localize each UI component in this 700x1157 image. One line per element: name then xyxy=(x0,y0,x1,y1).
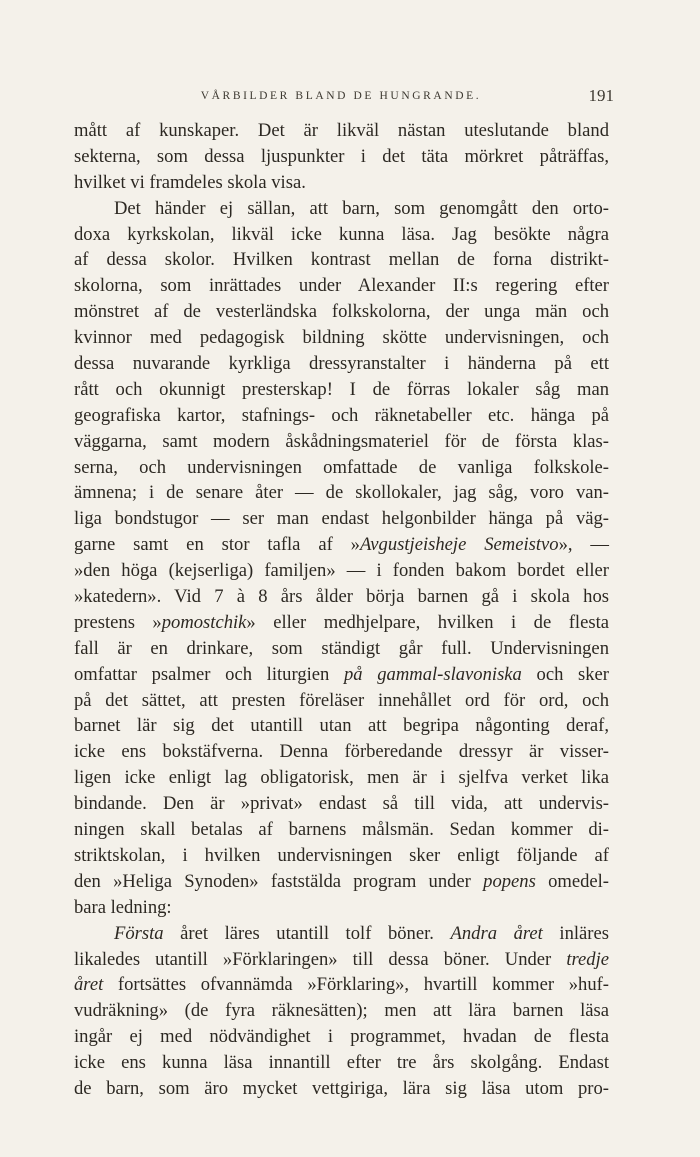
text-line xyxy=(74,558,609,584)
italic-term: Första xyxy=(114,922,164,944)
running-head xyxy=(74,86,614,110)
text-span: sekterna, som dessa ljuspunkter i det täta mörkret påträffas, xyxy=(74,145,609,167)
text-span: fall är en drinkare, som ständigt går full. Undervisningen xyxy=(74,637,609,659)
text-span: Det händer ej sällan, att barn, som genomgått den orto- xyxy=(114,197,609,219)
text-line xyxy=(74,377,609,403)
text-span: geografiska kartor, stafnings- och räknetabeller etc. hänga på xyxy=(74,404,609,426)
text-line xyxy=(74,247,609,273)
text-line xyxy=(74,713,609,739)
text-span: ämnena; i de senare åter — de skollokaler, jag såg, voro van- xyxy=(74,482,609,504)
text-span: året läres utantill tolf böner. xyxy=(163,922,451,944)
text-span: prestens » xyxy=(74,611,162,633)
text-span: icke ens kunna läsa innantill efter tre års skolgång. Endast xyxy=(74,1052,609,1074)
text-span: dessa nuvarande kyrkliga dressyranstalter i händerna på ett xyxy=(74,353,609,375)
italic-term: popens xyxy=(483,870,536,892)
text-span: på det sättet, att presten föreläser innehållet ord för ord, och xyxy=(74,689,609,711)
text-line xyxy=(74,688,609,714)
text-span: likaledes utantill »Förklaringen» till dessa böner. Under xyxy=(74,948,567,970)
text-span: mått af kunskaper. Det är likväl nästan uteslutande bland xyxy=(74,120,609,141)
text-line xyxy=(74,972,609,998)
text-span: hvilket vi framdeles skola visa. xyxy=(74,171,306,193)
italic-term: tredje xyxy=(566,948,609,970)
text-line xyxy=(74,429,609,455)
text-line xyxy=(74,351,609,377)
text-span: den »Heliga Synoden» faststälda program under xyxy=(74,870,484,892)
text-line xyxy=(74,403,609,429)
text-span: doxa kyrkskolan, likväl icke kunna läsa. Jag besökte några xyxy=(74,223,609,245)
text-line xyxy=(74,532,609,558)
page-number: 191 xyxy=(588,86,614,105)
italic-term: året xyxy=(74,974,104,996)
text-line xyxy=(74,1076,609,1102)
text-span: vudräkning» (de fyra räknesätten); men att lära barnen läsa xyxy=(74,1000,609,1022)
text-span: ningen skall betalas af barnens målsmän. Sedan kommer di- xyxy=(74,819,609,841)
text-line xyxy=(74,144,609,170)
text-span: ligen icke enligt lag obligatorisk, men är i sjelfva verket lika xyxy=(74,767,609,789)
text-line xyxy=(74,662,609,688)
text-line xyxy=(74,1050,609,1076)
body-text xyxy=(74,118,609,1102)
text-span: omfattar psalmer och liturgien xyxy=(74,663,344,685)
text-span: omedel- xyxy=(535,870,609,892)
text-line xyxy=(74,273,609,299)
text-span: ingår ej med nödvändighet i programmet, hvadan de flesta xyxy=(74,1026,609,1048)
text-line xyxy=(74,325,609,351)
text-span: rått och okunnigt presterskap! I de förras lokaler såg man xyxy=(74,378,609,400)
text-line xyxy=(74,455,609,481)
text-span: » eller medhjelpare, hvilken i de flesta xyxy=(246,611,609,633)
text-line xyxy=(74,506,609,532)
text-span: garne samt en stor tafla af » xyxy=(74,534,360,556)
text-span: striktskolan, i hvilken undervisningen sker enligt följande af xyxy=(74,844,609,866)
text-line xyxy=(74,222,609,248)
text-span: serna, och undervisningen omfattade de vanliga folkskole- xyxy=(74,456,609,478)
text-span: skolorna, som inrättades under Alexander II:s regering efter xyxy=(74,275,609,297)
text-line xyxy=(74,170,609,196)
text-line xyxy=(74,791,609,817)
text-line xyxy=(74,299,609,325)
text-span: »katedern». Vid 7 à 8 års ålder börja barnen gå i skola hos xyxy=(74,586,609,608)
text-span: väggarna, samt modern åskådningsmateriel för de första klas- xyxy=(74,430,609,452)
text-span: fortsättes ofvannämda »Förklaring», hvartill kommer »huf- xyxy=(103,974,609,996)
text-span: »den höga (kejserliga) familjen» — i fonden bakom bordet eller xyxy=(74,560,609,582)
text-line xyxy=(74,610,609,636)
text-span: barnet lär sig det utantill utan att begripa någonting deraf, xyxy=(74,715,609,737)
paragraph-start-line xyxy=(74,196,609,222)
text-span: bindande. Den är »privat» endast så till vida, att undervis- xyxy=(74,793,609,815)
text-line xyxy=(74,765,609,791)
text-line xyxy=(74,739,609,765)
text-line xyxy=(74,843,609,869)
text-span: », — xyxy=(558,534,609,556)
text-span: af dessa skolor. Hvilken kontrast mellan de forna distrikt- xyxy=(74,249,609,271)
text-line xyxy=(74,947,609,973)
text-span: liga bondstugor — ser man endast helgonbilder hänga på väg- xyxy=(74,508,609,530)
text-line xyxy=(74,480,609,506)
text-span: och sker xyxy=(521,663,610,685)
italic-term: Andra året xyxy=(450,922,543,944)
text-span: inläres xyxy=(542,922,609,944)
italic-term: pomostchik xyxy=(161,611,247,633)
running-title: VÅRBILDER BLAND DE HUNGRANDE. xyxy=(200,90,482,102)
text-line xyxy=(74,817,609,843)
text-line xyxy=(74,895,609,921)
text-span: icke ens bokstäfverna. Denna förberedande dressyr är visser- xyxy=(74,741,609,763)
paragraph-start-line xyxy=(74,921,609,947)
text-line xyxy=(74,998,609,1024)
italic-term: på gammal-slavoniska xyxy=(344,663,522,685)
text-line xyxy=(74,1024,609,1050)
italic-term: Avgustjeisheje Semeistvo xyxy=(359,534,559,556)
text-line xyxy=(74,584,609,610)
text-span: bara ledning: xyxy=(74,896,172,918)
text-line xyxy=(74,118,609,144)
text-span: mönstret af de vesterländska folkskolorna, der unga män och xyxy=(74,301,609,323)
text-line xyxy=(74,636,609,662)
text-span: de barn, som äro mycket vettgiriga, lära sig läsa utom pro- xyxy=(74,1077,609,1099)
text-span: kvinnor med pedagogisk bildning skötte undervisningen, och xyxy=(74,327,609,349)
text-line xyxy=(74,869,609,895)
